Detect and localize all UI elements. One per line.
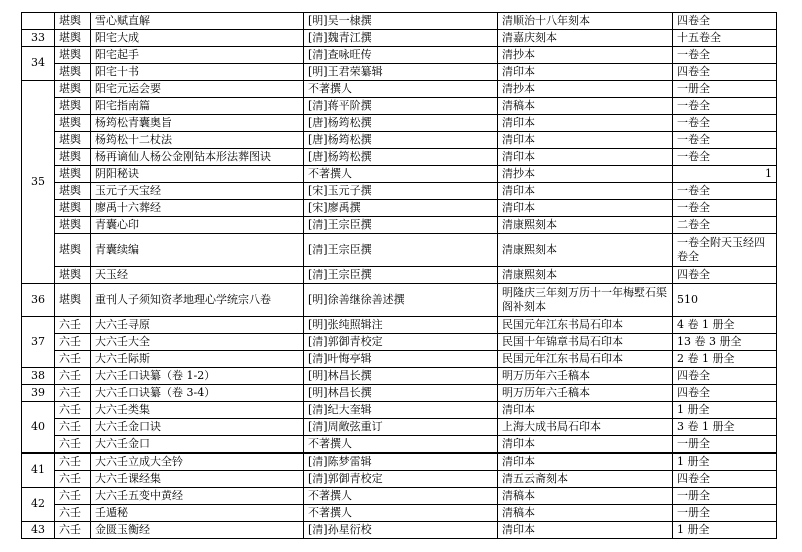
- title-cell: 大六壬寻原: [91, 317, 304, 334]
- edition-cell: 清印本: [498, 115, 673, 132]
- title-cell: 阳宅十书: [91, 64, 304, 81]
- edition-cell: 清嘉庆刻本: [498, 30, 673, 47]
- author-cell: [明]林昌长撰: [304, 385, 498, 402]
- table-row: [22, 64, 777, 81]
- title-cell: 金匮玉衡经: [91, 522, 304, 539]
- category-cell: 六壬: [55, 334, 91, 351]
- author-cell: [清]查咏旺传: [304, 47, 498, 64]
- volume-cell: 13 卷 3 册全: [673, 334, 777, 351]
- author-cell: [清]魏青江撰: [304, 30, 498, 47]
- row-number: 41: [22, 453, 55, 488]
- edition-cell: 清稿本: [498, 505, 673, 522]
- edition-cell: 清顺治十八年刻本: [498, 13, 673, 30]
- title-cell: 大六壬大全: [91, 334, 304, 351]
- table-row: [22, 47, 777, 64]
- catalog-table: [21, 12, 777, 539]
- table-row: [22, 385, 777, 402]
- author-cell: [明]张纯照辑注: [304, 317, 498, 334]
- author-cell: [唐]杨筠松撰: [304, 115, 498, 132]
- edition-cell: 清印本: [498, 183, 673, 200]
- table-row: [22, 30, 777, 47]
- category-cell: 堪舆: [55, 217, 91, 234]
- row-number: 43: [22, 522, 55, 539]
- edition-cell: 明万历年六壬稿本: [498, 385, 673, 402]
- volume-cell: 四卷全: [673, 471, 777, 488]
- table-row: [22, 436, 777, 454]
- row-number: 42: [22, 488, 55, 522]
- title-cell: 廖禹十六葬经: [91, 200, 304, 217]
- title-cell: 大六壬口诀纂（卷 1-2）: [91, 368, 304, 385]
- author-cell: [明]徐善继徐善述撰: [304, 284, 498, 317]
- author-cell: [清]王宗臣撰: [304, 234, 498, 267]
- volume-cell: 一卷全: [673, 98, 777, 115]
- table-row: [22, 471, 777, 488]
- table-row: [22, 453, 777, 471]
- row-number: 37: [22, 317, 55, 368]
- row-number: 38: [22, 368, 55, 385]
- author-cell: [清]郭御青校定: [304, 334, 498, 351]
- author-cell: 不著撰人: [304, 436, 498, 454]
- volume-cell: 四卷全: [673, 368, 777, 385]
- author-cell: [宋]玉元子撰: [304, 183, 498, 200]
- title-cell: 天玉经: [91, 267, 304, 284]
- table-row: [22, 368, 777, 385]
- author-cell: 不著撰人: [304, 488, 498, 505]
- title-cell: 壬遁秘: [91, 505, 304, 522]
- title-cell: 青囊续编: [91, 234, 304, 267]
- table-row: [22, 402, 777, 419]
- edition-cell: 民国元年江东书局石印本: [498, 317, 673, 334]
- edition-cell: 清康熙刻本: [498, 234, 673, 267]
- title-cell: 大六壬课经集: [91, 471, 304, 488]
- table-row: [22, 166, 777, 183]
- edition-cell: 清康熙刻本: [498, 267, 673, 284]
- category-cell: 六壬: [55, 505, 91, 522]
- title-cell: 玉元子天宝经: [91, 183, 304, 200]
- volume-cell: 一卷全: [673, 132, 777, 149]
- category-cell: 六壬: [55, 368, 91, 385]
- volume-cell: 510: [673, 284, 777, 317]
- table-row: [22, 317, 777, 334]
- volume-cell: 一册全: [673, 505, 777, 522]
- table-row: [22, 522, 777, 539]
- category-cell: 堪舆: [55, 98, 91, 115]
- category-cell: 六壬: [55, 453, 91, 471]
- category-cell: 堪舆: [55, 284, 91, 317]
- author-cell: [清]孙星衍校: [304, 522, 498, 539]
- author-cell: [宋]廖禹撰: [304, 200, 498, 217]
- edition-cell: 民国元年江东书局石印本: [498, 351, 673, 368]
- edition-cell: 清印本: [498, 436, 673, 454]
- edition-cell: 民国十年锦章书局石印本: [498, 334, 673, 351]
- author-cell: [唐]杨筠松撰: [304, 132, 498, 149]
- category-cell: 六壬: [55, 436, 91, 454]
- author-cell: [清]郭御青校定: [304, 471, 498, 488]
- title-cell: 阴阳秘诀: [91, 166, 304, 183]
- table-row: [22, 217, 777, 234]
- category-cell: 堪舆: [55, 64, 91, 81]
- volume-cell: 四卷全: [673, 385, 777, 402]
- author-cell: 不著撰人: [304, 81, 498, 98]
- title-cell: 雪心赋直解: [91, 13, 304, 30]
- edition-cell: 清稿本: [498, 488, 673, 505]
- edition-cell: 上海大成书局石印本: [498, 419, 673, 436]
- author-cell: 不著撰人: [304, 505, 498, 522]
- category-cell: 堪舆: [55, 132, 91, 149]
- edition-cell: 清印本: [498, 402, 673, 419]
- category-cell: 六壬: [55, 488, 91, 505]
- volume-cell: 一卷全附天玉经四卷全: [673, 234, 777, 267]
- title-cell: 大六壬立成大全钤: [91, 453, 304, 471]
- author-cell: [明]林昌长撰: [304, 368, 498, 385]
- title-cell: 阳宅指南篇: [91, 98, 304, 115]
- author-cell: [清]陈梦雷辑: [304, 453, 498, 471]
- table-row: [22, 132, 777, 149]
- edition-cell: 清抄本: [498, 47, 673, 64]
- edition-cell: 清抄本: [498, 166, 673, 183]
- table-row: [22, 488, 777, 505]
- edition-cell: 清五云斋刻本: [498, 471, 673, 488]
- author-cell: [清]周敞弦重订: [304, 419, 498, 436]
- volume-cell: 四卷全: [673, 64, 777, 81]
- volume-cell: 1: [673, 166, 777, 183]
- row-number: 40: [22, 402, 55, 454]
- volume-cell: 四卷全: [673, 267, 777, 284]
- author-cell: [唐]杨筠松撰: [304, 149, 498, 166]
- edition-cell: 清印本: [498, 522, 673, 539]
- volume-cell: 十五卷全: [673, 30, 777, 47]
- volume-cell: 3 卷 1 册全: [673, 419, 777, 436]
- title-cell: 阳宅大成: [91, 30, 304, 47]
- title-cell: 杨筠松青囊奥旨: [91, 115, 304, 132]
- volume-cell: 一卷全: [673, 183, 777, 200]
- category-cell: 六壬: [55, 385, 91, 402]
- volume-cell: 一卷全: [673, 115, 777, 132]
- row-number: 33: [22, 30, 55, 47]
- edition-cell: 清印本: [498, 453, 673, 471]
- edition-cell: 清印本: [498, 132, 673, 149]
- category-cell: 六壬: [55, 471, 91, 488]
- volume-cell: 一卷全: [673, 47, 777, 64]
- category-cell: 六壬: [55, 317, 91, 334]
- table-row: [22, 284, 777, 317]
- volume-cell: 一卷全: [673, 200, 777, 217]
- table-row: [22, 149, 777, 166]
- volume-cell: 一卷全: [673, 149, 777, 166]
- table-row: [22, 334, 777, 351]
- author-cell: [清]蒋平阶撰: [304, 98, 498, 115]
- edition-cell: 清抄本: [498, 81, 673, 98]
- title-cell: 大六壬金口诀: [91, 419, 304, 436]
- table-row: [22, 351, 777, 368]
- title-cell: 大六壬类集: [91, 402, 304, 419]
- category-cell: 堪舆: [55, 115, 91, 132]
- volume-cell: 2 卷 1 册全: [673, 351, 777, 368]
- volume-cell: 4 卷 1 册全: [673, 317, 777, 334]
- category-cell: 堪舆: [55, 13, 91, 30]
- title-cell: 阳宅元运会要: [91, 81, 304, 98]
- table-row: [22, 81, 777, 98]
- category-cell: 堪舆: [55, 47, 91, 64]
- edition-cell: 清印本: [498, 64, 673, 81]
- category-cell: 堪舆: [55, 200, 91, 217]
- author-cell: [明]王君荣纂辑: [304, 64, 498, 81]
- category-cell: 六壬: [55, 522, 91, 539]
- volume-cell: 一册全: [673, 488, 777, 505]
- title-cell: 大六壬际斯: [91, 351, 304, 368]
- edition-cell: 明隆庆三年刻万历十一年梅墅石渠阁补刻本: [498, 284, 673, 317]
- edition-cell: 清印本: [498, 149, 673, 166]
- category-cell: 堪舆: [55, 30, 91, 47]
- table-row: [22, 13, 777, 30]
- edition-cell: 清稿本: [498, 98, 673, 115]
- title-cell: 大六壬口诀纂（卷 3-4）: [91, 385, 304, 402]
- volume-cell: 1 册全: [673, 402, 777, 419]
- edition-cell: 明万历年六壬稿本: [498, 368, 673, 385]
- title-cell: 重刊人子须知资孝地理心学统宗八卷: [91, 284, 304, 317]
- volume-cell: 二卷全: [673, 217, 777, 234]
- category-cell: 堪舆: [55, 149, 91, 166]
- table-row: [22, 234, 777, 267]
- table-row: [22, 419, 777, 436]
- author-cell: [清]王宗臣撰: [304, 217, 498, 234]
- title-cell: 杨再谪仙人杨公金刚钻本形法葬图诀: [91, 149, 304, 166]
- category-cell: 六壬: [55, 419, 91, 436]
- volume-cell: 1 册全: [673, 522, 777, 539]
- row-number: 34: [22, 47, 55, 81]
- title-cell: 阳宅起手: [91, 47, 304, 64]
- author-cell: 不著撰人: [304, 166, 498, 183]
- row-number: 35: [22, 81, 55, 284]
- table-row: [22, 267, 777, 284]
- author-cell: [清]叶悔亭辑: [304, 351, 498, 368]
- table-row: [22, 183, 777, 200]
- volume-cell: 1 册全: [673, 453, 777, 471]
- table-row: [22, 200, 777, 217]
- category-cell: 堪舆: [55, 81, 91, 98]
- author-cell: [清]纪大奎辑: [304, 402, 498, 419]
- author-cell: [清]王宗臣撰: [304, 267, 498, 284]
- volume-cell: 一册全: [673, 81, 777, 98]
- title-cell: 青囊心印: [91, 217, 304, 234]
- table-row: [22, 505, 777, 522]
- edition-cell: 清康熙刻本: [498, 217, 673, 234]
- title-cell: 大六壬金口: [91, 436, 304, 454]
- row-number: [22, 13, 55, 30]
- volume-cell: 四卷全: [673, 13, 777, 30]
- row-number: 36: [22, 284, 55, 317]
- category-cell: 六壬: [55, 351, 91, 368]
- volume-cell: 一册全: [673, 436, 777, 454]
- table-row: [22, 115, 777, 132]
- edition-cell: 清印本: [498, 200, 673, 217]
- row-number: 39: [22, 385, 55, 402]
- category-cell: 六壬: [55, 402, 91, 419]
- category-cell: 堪舆: [55, 183, 91, 200]
- table-row: [22, 98, 777, 115]
- title-cell: 杨筠松十二杖法: [91, 132, 304, 149]
- category-cell: 堪舆: [55, 267, 91, 284]
- author-cell: [明]吴一棣撰: [304, 13, 498, 30]
- title-cell: 大六壬五变中黄经: [91, 488, 304, 505]
- category-cell: 堪舆: [55, 234, 91, 267]
- category-cell: 堪舆: [55, 166, 91, 183]
